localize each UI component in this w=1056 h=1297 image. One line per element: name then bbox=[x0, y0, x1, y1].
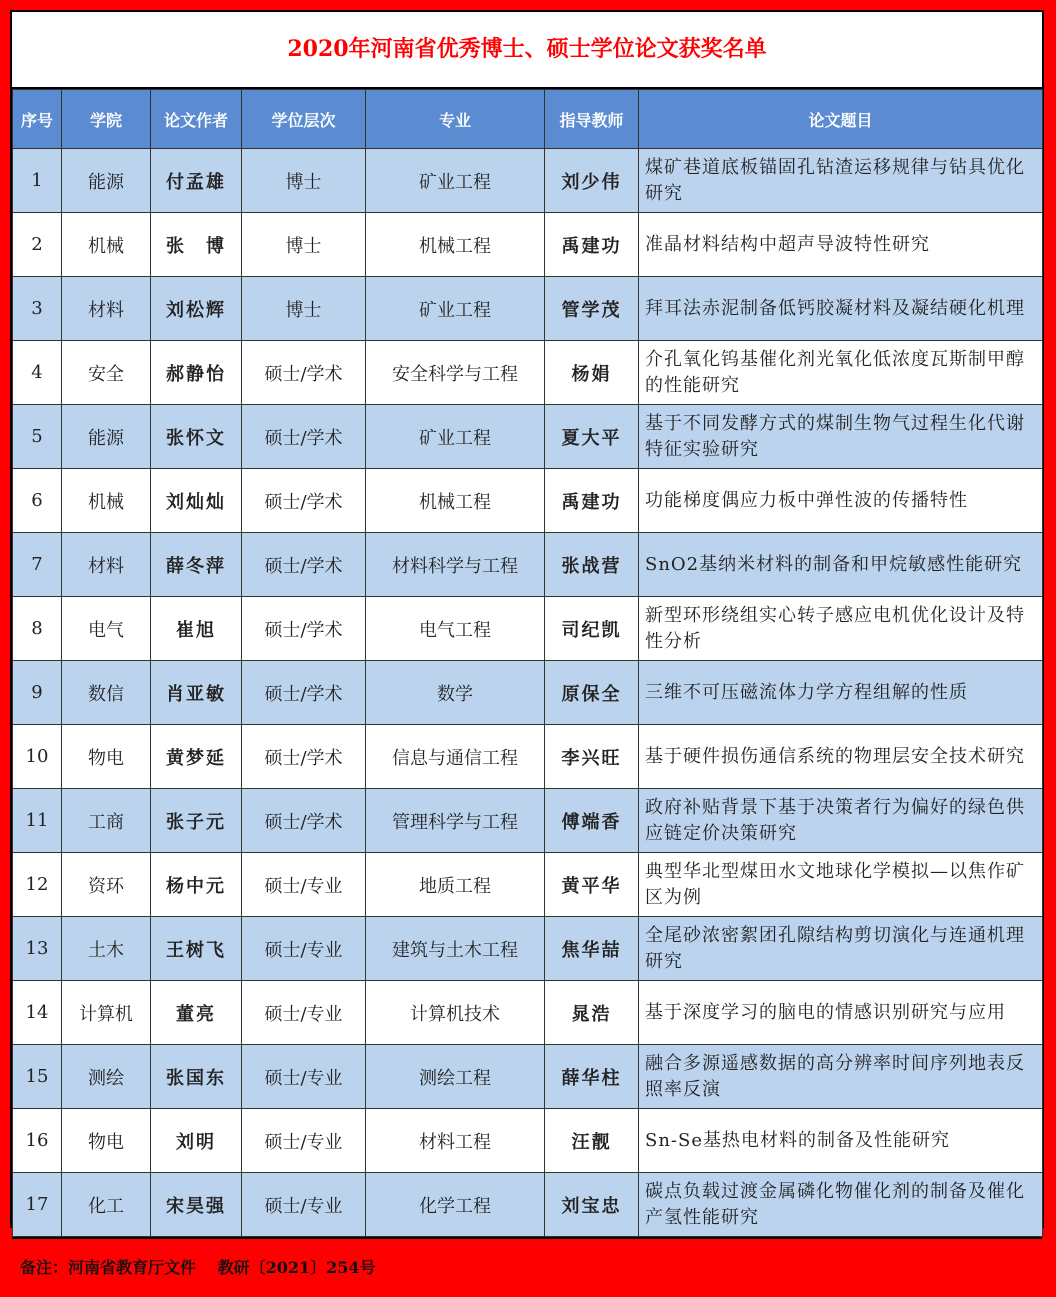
author-cell: 崔旭 bbox=[151, 597, 242, 661]
college-cell: 安全 bbox=[62, 341, 151, 405]
topic-cell: 融合多源遥感数据的高分辨率时间序列地表反照率反演 bbox=[639, 1045, 1043, 1109]
table-row bbox=[13, 1109, 1043, 1173]
college-cell: 材料 bbox=[62, 277, 151, 341]
table-row bbox=[13, 725, 1043, 789]
author-cell: 刘灿灿 bbox=[151, 469, 242, 533]
table-row bbox=[13, 917, 1043, 981]
degree-cell: 硕士/学术 bbox=[242, 469, 366, 533]
major-cell: 化学工程 bbox=[366, 1173, 545, 1237]
document-frame bbox=[10, 10, 1044, 1277]
major-cell: 矿业工程 bbox=[366, 149, 545, 213]
author-cell: 王树飞 bbox=[151, 917, 242, 981]
row-number: 13 bbox=[13, 917, 62, 981]
college-cell: 工商 bbox=[62, 789, 151, 853]
major-cell: 测绘工程 bbox=[366, 1045, 545, 1109]
topic-cell: 基于不同发酵方式的煤制生物气过程生化代谢特征实验研究 bbox=[639, 405, 1043, 469]
row-number: 2 bbox=[13, 213, 62, 277]
college-cell: 计算机 bbox=[62, 981, 151, 1045]
degree-cell: 博士 bbox=[242, 213, 366, 277]
advisor-cell: 焦华喆 bbox=[545, 917, 639, 981]
major-cell: 机械工程 bbox=[366, 469, 545, 533]
topic-cell: SnO2基纳米材料的制备和甲烷敏感性能研究 bbox=[639, 533, 1043, 597]
row-number: 15 bbox=[13, 1045, 62, 1109]
page-title: 2020年河南省优秀博士、硕士学位论文获奖名单 bbox=[12, 12, 1042, 89]
row-number: 4 bbox=[13, 341, 62, 405]
footnote: 备注：河南省教育厅文件 教研〔2021〕254号 bbox=[12, 1237, 1042, 1297]
author-cell: 张怀文 bbox=[151, 405, 242, 469]
author-cell: 肖亚敏 bbox=[151, 661, 242, 725]
topic-cell: 基于深度学习的脑电的情感识别研究与应用 bbox=[639, 981, 1043, 1045]
advisor-cell: 刘少伟 bbox=[545, 149, 639, 213]
major-cell: 材料工程 bbox=[366, 1109, 545, 1173]
major-cell: 数学 bbox=[366, 661, 545, 725]
college-cell: 材料 bbox=[62, 533, 151, 597]
topic-cell: 政府补贴背景下基于决策者行为偏好的绿色供应链定价决策研究 bbox=[639, 789, 1043, 853]
major-cell: 机械工程 bbox=[366, 213, 545, 277]
row-number: 6 bbox=[13, 469, 62, 533]
college-cell: 物电 bbox=[62, 1109, 151, 1173]
header-cell: 专业 bbox=[366, 90, 545, 149]
topic-cell: 全尾砂浓密絮团孔隙结构剪切演化与连通机理研究 bbox=[639, 917, 1043, 981]
table-row bbox=[13, 469, 1043, 533]
major-cell: 信息与通信工程 bbox=[366, 725, 545, 789]
advisor-cell: 司纪凯 bbox=[545, 597, 639, 661]
author-cell: 张国东 bbox=[151, 1045, 242, 1109]
award-table bbox=[12, 89, 1043, 1237]
degree-cell: 硕士/专业 bbox=[242, 1173, 366, 1237]
table-row bbox=[13, 1173, 1043, 1237]
author-cell: 付孟雄 bbox=[151, 149, 242, 213]
college-cell: 机械 bbox=[62, 469, 151, 533]
header-cell: 学位层次 bbox=[242, 90, 366, 149]
college-cell: 测绘 bbox=[62, 1045, 151, 1109]
row-number: 8 bbox=[13, 597, 62, 661]
header-cell: 序号 bbox=[13, 90, 62, 149]
author-cell: 张子元 bbox=[151, 789, 242, 853]
advisor-cell: 管学茂 bbox=[545, 277, 639, 341]
degree-cell: 博士 bbox=[242, 149, 366, 213]
author-cell: 刘松辉 bbox=[151, 277, 242, 341]
topic-cell: 拜耳法赤泥制备低钙胶凝材料及凝结硬化机理 bbox=[639, 277, 1043, 341]
table-header-row bbox=[13, 90, 1043, 149]
topic-cell: 三维不可压磁流体力学方程组解的性质 bbox=[639, 661, 1043, 725]
row-number: 14 bbox=[13, 981, 62, 1045]
row-number: 1 bbox=[13, 149, 62, 213]
college-cell: 土木 bbox=[62, 917, 151, 981]
major-cell: 建筑与土木工程 bbox=[366, 917, 545, 981]
table-row bbox=[13, 853, 1043, 917]
major-cell: 计算机技术 bbox=[366, 981, 545, 1045]
topic-cell: Sn-Se基热电材料的制备及性能研究 bbox=[639, 1109, 1043, 1173]
row-number: 9 bbox=[13, 661, 62, 725]
major-cell: 电气工程 bbox=[366, 597, 545, 661]
degree-cell: 硕士/专业 bbox=[242, 917, 366, 981]
college-cell: 数信 bbox=[62, 661, 151, 725]
author-cell: 宋昊强 bbox=[151, 1173, 242, 1237]
row-number: 17 bbox=[13, 1173, 62, 1237]
table-row bbox=[13, 789, 1043, 853]
author-cell: 刘明 bbox=[151, 1109, 242, 1173]
degree-cell: 博士 bbox=[242, 277, 366, 341]
topic-cell: 碳点负载过渡金属磷化物催化剂的制备及催化产氢性能研究 bbox=[639, 1173, 1043, 1237]
degree-cell: 硕士/学术 bbox=[242, 405, 366, 469]
table-row bbox=[13, 405, 1043, 469]
table-row bbox=[13, 981, 1043, 1045]
major-cell: 安全科学与工程 bbox=[366, 341, 545, 405]
college-cell: 能源 bbox=[62, 149, 151, 213]
advisor-cell: 李兴旺 bbox=[545, 725, 639, 789]
degree-cell: 硕士/专业 bbox=[242, 1045, 366, 1109]
table-row bbox=[13, 533, 1043, 597]
topic-cell: 介孔氧化钨基催化剂光氧化低浓度瓦斯制甲醇的性能研究 bbox=[639, 341, 1043, 405]
topic-cell: 煤矿巷道底板锚固孔钻渣运移规律与钻具优化研究 bbox=[639, 149, 1043, 213]
advisor-cell: 禹建功 bbox=[545, 213, 639, 277]
header-cell: 指导教师 bbox=[545, 90, 639, 149]
advisor-cell: 晁浩 bbox=[545, 981, 639, 1045]
degree-cell: 硕士/学术 bbox=[242, 533, 366, 597]
table-row bbox=[13, 213, 1043, 277]
college-cell: 机械 bbox=[62, 213, 151, 277]
advisor-cell: 张战营 bbox=[545, 533, 639, 597]
college-cell: 资环 bbox=[62, 853, 151, 917]
degree-cell: 硕士/学术 bbox=[242, 597, 366, 661]
row-number: 7 bbox=[13, 533, 62, 597]
advisor-cell: 刘宝忠 bbox=[545, 1173, 639, 1237]
table-row bbox=[13, 1045, 1043, 1109]
advisor-cell: 禹建功 bbox=[545, 469, 639, 533]
advisor-cell: 夏大平 bbox=[545, 405, 639, 469]
advisor-cell: 薛华柱 bbox=[545, 1045, 639, 1109]
row-number: 11 bbox=[13, 789, 62, 853]
advisor-cell: 杨娟 bbox=[545, 341, 639, 405]
advisor-cell: 汪靓 bbox=[545, 1109, 639, 1173]
author-cell: 黄梦延 bbox=[151, 725, 242, 789]
author-cell: 郝静怡 bbox=[151, 341, 242, 405]
major-cell: 矿业工程 bbox=[366, 277, 545, 341]
advisor-cell: 黄平华 bbox=[545, 853, 639, 917]
degree-cell: 硕士/专业 bbox=[242, 1109, 366, 1173]
topic-cell: 功能梯度偶应力板中弹性波的传播特性 bbox=[639, 469, 1043, 533]
topic-cell: 准晶材料结构中超声导波特性研究 bbox=[639, 213, 1043, 277]
table-row bbox=[13, 149, 1043, 213]
degree-cell: 硕士/学术 bbox=[242, 725, 366, 789]
degree-cell: 硕士/专业 bbox=[242, 981, 366, 1045]
row-number: 10 bbox=[13, 725, 62, 789]
author-cell: 薛冬萍 bbox=[151, 533, 242, 597]
degree-cell: 硕士/学术 bbox=[242, 661, 366, 725]
degree-cell: 硕士/学术 bbox=[242, 789, 366, 853]
topic-cell: 典型华北型煤田水文地球化学模拟—以焦作矿区为例 bbox=[639, 853, 1043, 917]
table-row bbox=[13, 597, 1043, 661]
author-cell: 张 博 bbox=[151, 213, 242, 277]
row-number: 12 bbox=[13, 853, 62, 917]
degree-cell: 硕士/专业 bbox=[242, 853, 366, 917]
major-cell: 地质工程 bbox=[366, 853, 545, 917]
major-cell: 管理科学与工程 bbox=[366, 789, 545, 853]
topic-cell: 新型环形绕组实心转子感应电机优化设计及特性分析 bbox=[639, 597, 1043, 661]
row-number: 16 bbox=[13, 1109, 62, 1173]
major-cell: 矿业工程 bbox=[366, 405, 545, 469]
degree-cell: 硕士/学术 bbox=[242, 341, 366, 405]
topic-cell: 基于硬件损伤通信系统的物理层安全技术研究 bbox=[639, 725, 1043, 789]
table-row bbox=[13, 341, 1043, 405]
row-number: 5 bbox=[13, 405, 62, 469]
major-cell: 材料科学与工程 bbox=[366, 533, 545, 597]
header-cell: 论文题目 bbox=[639, 90, 1043, 149]
table-row bbox=[13, 661, 1043, 725]
college-cell: 电气 bbox=[62, 597, 151, 661]
advisor-cell: 原保全 bbox=[545, 661, 639, 725]
college-cell: 化工 bbox=[62, 1173, 151, 1237]
header-cell: 学院 bbox=[62, 90, 151, 149]
college-cell: 物电 bbox=[62, 725, 151, 789]
header-cell: 论文作者 bbox=[151, 90, 242, 149]
advisor-cell: 傅端香 bbox=[545, 789, 639, 853]
table-row bbox=[13, 277, 1043, 341]
author-cell: 杨中元 bbox=[151, 853, 242, 917]
row-number: 3 bbox=[13, 277, 62, 341]
author-cell: 董亮 bbox=[151, 981, 242, 1045]
college-cell: 能源 bbox=[62, 405, 151, 469]
